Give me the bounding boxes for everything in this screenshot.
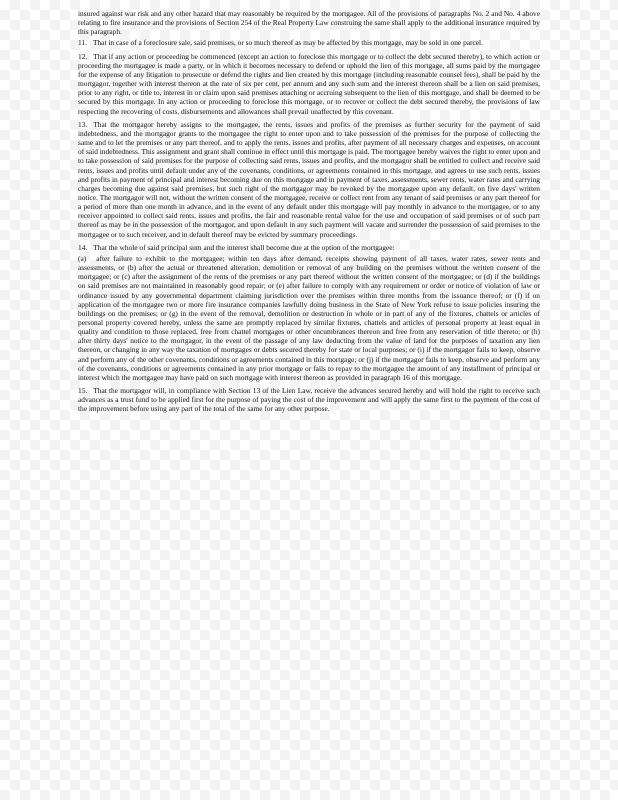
paragraph-text: That the whole of said principal sum and the interest shall become due at the option of the mortgagee: — [93, 242, 395, 252]
paragraph-14 — [78, 243, 540, 252]
document-body — [78, 9, 540, 418]
subclause-text: after failure to exhibit to the mortgagee; within ten days after demand, receipts showing payment of all taxes, water rates, sewer rents and assessments, or (b) after the actual or threatened alteration, demolition or removal of any building on the premises without the written consent of the mortgagee; or (c) after the assignment of the rents of the premises or any part thereof without the written consent of the mortgagee; or (d) if the buildings on said premises are not maintained in reasonably good repair; or (e) after failure to comply with any requirement or order or notice of violation of law or ordinance issued by any governmental department claiming jurisdiction over the premises within three months from the issuance thereof; or (f) if on application of the mortgagee two or more fire insurance companies lawfully doing business in the State of New York refuse to issue policies insuring the buildings on the premises; or (g) in the event of the removal, demolition or destruction in whole or in part of any of the fixtures, chattels or articles of personal property covered hereby, unless the same are promptly replaced by similar fixtures, chattels and articles of personal property at least equal in quality and condition to those replaced, free from chattel mortgages or other encumbrances thereon and free from any reservation of title thereto; or (h) after thirty days' notice to the mortgagor, in the event of the passage of any law deducting from the value of land for the purposes of taxation any lien thereon, or changing in any way the taxation of mortgages or debts secured thereby for state or local purposes; or (i) if the mortgagor fails to keep, observe and perform any of the other covenants, conditions or agreements contained in this mortgage; or (j) if the mortgagor fails to keep, observe and perform any of the covenants, conditions or agreements contained in any prior mortgage or fails to repay to the mortgagee the amount of any installment of principal or interest which the mortgagee may have paid on such mortgage with interest thereon as provided in paragraph 16 of this mortgage. — [78, 253, 540, 382]
paragraph-text: That in case of a foreclosure sale, said premises, or so much thereof as may be affected by this mortgage, may be sold in one parcel. — [92, 38, 483, 48]
paragraph-14-subclauses — [78, 254, 540, 382]
paragraph-continuation — [78, 9, 540, 36]
paragraph-11 — [78, 38, 540, 47]
paragraph-13 — [78, 120, 540, 239]
paragraph-12 — [78, 52, 540, 116]
subclause-label: (a) — [78, 253, 87, 263]
paragraph-text: That the mortgagor will, in compliance with Section 13 of the Lien Law, receive the advances secured hereby and will hold the right to receive such advances as a trust fund to be applied first for the purpose of paying the cost of the improvement and will apply the same first to the payment of the cost of the improvement before using any part of the total of the same for any other purpose. — [78, 386, 540, 414]
paragraph-15 — [78, 386, 540, 413]
paragraph-number: 12. — [78, 51, 88, 61]
paragraph-text: That the mortgagor hereby assigns to the mortgagee, the rents, issues and profits of the premises as further security for the payment of said indebtedness, and the mortgagor grants to the mortgagee the right to enter upon and to take possession of the premises for the purpose of collecting the same and to let the premises or any part thereof, and to apply the rents, issues and profits, after payment of all necessary charges and expenses, on account of said indebtedness. This assignment and grant shall continue in effect until this mortgage is paid. The mortgagee hereby waives the right to enter upon and to take possession of said premises for the purpose of collecting said rents, issues and profits, and the mortgagor shall be entitled to collect and receive said rents, issues and profits until default under any of the covenants, conditions, or agreements contained in this mortgage, and agrees to use such rents, issues and profits in payment of principal and interest becoming due on this mortgage and in payment of taxes, assessments, sewer rents, water rates and carrying charges becoming due against said premises, but such right of the mortgagor may be revoked by the mortgagee upon any default, on five days' written notice. The mortgagor will not, without the written consent of the mortgagee, receive or collect rent from any tenant of said premises or any part thereof for a period of more than one month in advance, and in the event of any default under this mortgage will pay monthly in advance to the mortgagee, or to any receiver appointed to collect said rents, issues and profits, the fair and reasonable rental value for the use and occupation of said premises or of such part thereof as may be in the possession of the mortgagor, and upon default in any such payment will vacate and surrender the possession of said premises to the mortgagee or to such receiver, and in default thereof may be evicted by summary proceedings. — [78, 119, 541, 239]
paragraph-number: 14. — [78, 242, 88, 252]
paragraph-text: insured against war risk and any other hazard that may reasonably be required by the mortgagee. All of the provisions of paragraphs No. 2 and No. 4 above relating to fire insurance and the provisions of Section 254 of the Real Property Law construing the same shall apply to the additional insurance required by this paragraph. — [78, 9, 540, 37]
paragraph-number: 11. — [78, 38, 87, 48]
paragraph-text: That if any action or proceeding be commenced (except an action to foreclose this mortgage or to collect the debt secured thereby), to which action or proceeding the mortgagee is made a party, or in which it becomes necessary to defend or uphold the lien of this mortgage, all sums paid by the mortgagee for the expense of any litigation to prosecute or defend the rights and lien created by this mortgage (including reasonable counsel fees), shall be paid by the mortgagor, together with interest thereon at the rate of six per cent, per annum and any such sum and the interest thereon shall be a lien on said premises, prior to any right, or title to, interest in or claim upon said premises attaching or accruing subsequent to the lien of this mortgage, and shall be deemed to be secured by this mortgage. In any action or proceeding to foreclose this mortgage, or to recover or collect the debt secured thereby, the provisions of law respecting the recovering of costs, disbursements and allowances shall prevail unaffected by this covenant. — [78, 51, 540, 116]
paragraph-number: 15. — [78, 386, 88, 396]
paragraph-number: 13. — [78, 119, 88, 129]
